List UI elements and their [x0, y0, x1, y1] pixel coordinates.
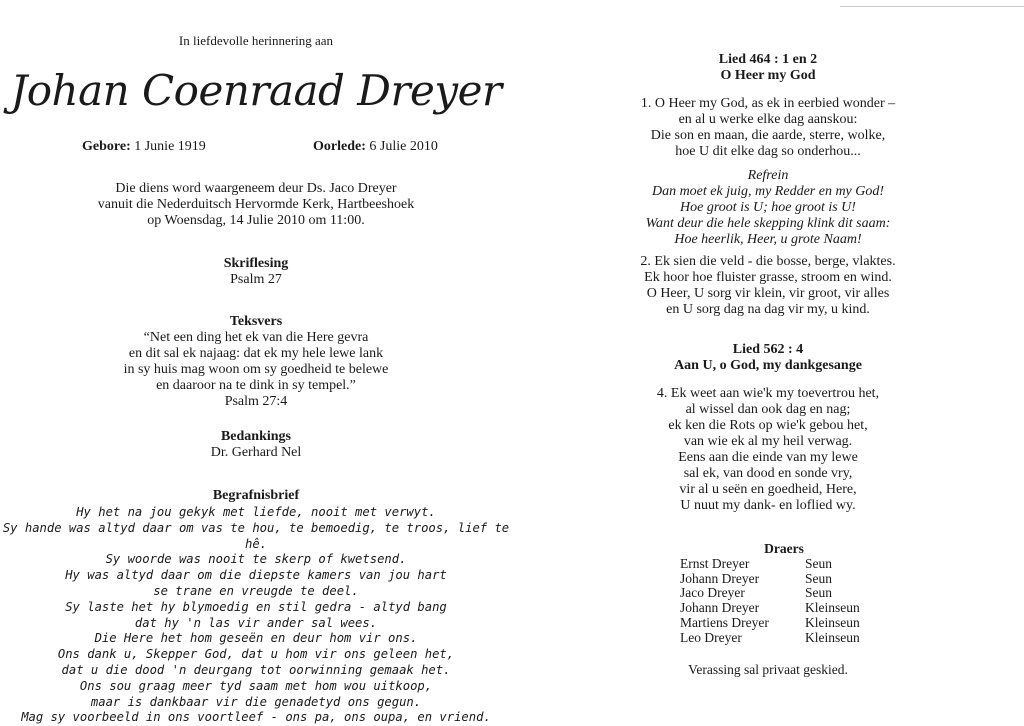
bearer-row [680, 616, 895, 631]
verse-line: al wissel dan ook dag en nag; [685, 402, 851, 417]
verse-line: 1. O Heer my God, as ek in eerbied wonder – [640, 96, 896, 111]
service-line: vanuit die Nederduitsch Hervormde Kerk, Hartbeeshoek [97, 197, 415, 212]
letter-line: Die Here het hom geseën en deur hom vir ons. [94, 631, 418, 646]
letter-line: Sy hande was altyd daar om vas te hou, te bemoedig, te troos, lief te hê. [2, 520, 510, 551]
verse-line: van wie ek al my heil verwag. [683, 434, 853, 449]
bearer-name: Johann Dreyer [680, 600, 760, 616]
birth-date [82, 139, 206, 155]
bearers-list [680, 542, 895, 646]
verse-line: vir al u seën en goedheid, Here, [679, 482, 857, 497]
hymn1-header [512, 52, 1024, 84]
verse-line: 2. Ek sien die veld - die bosse, berge, vlaktes. [640, 254, 896, 269]
text-verse-section [0, 314, 512, 410]
died-label: Oorlede: [313, 139, 366, 154]
letter-line: Mag sy voorbeeld in ons voortleef - ons pa, ons oupa, en vriend. [21, 710, 491, 725]
text-line: in sy huis mag woon om sy goedheid te belewe [123, 362, 389, 377]
born-value: 1 Junie 1919 [134, 139, 206, 154]
verse-line: Eens aan die einde van my lewe [678, 450, 858, 465]
deceased-name: Johan Coenraad Dreyer [10, 66, 502, 115]
hymn1-verse2 [512, 254, 1024, 318]
hymn2-verse [512, 386, 1024, 514]
text-line: en dit sal ek najaag: dat ek my hele lewe lank [128, 346, 384, 361]
bearer-relation: Seun [805, 570, 832, 586]
closing-note: Verassing sal privaat geskied. [688, 662, 848, 677]
bearer-row [680, 586, 895, 601]
letter-line: Sy laste het hy blymoedig en stil gedra - altyd bang [65, 599, 447, 614]
service-info [0, 181, 512, 229]
hymn1-title: Lied 464 : 1 en 2 [718, 52, 818, 67]
letter-line: Hy het na jou gekyk met liefde, nooit met verwyt. [76, 505, 436, 519]
verse-line: ek ken die Rots op wie'k gebou het, [668, 418, 868, 433]
verse-line: en al u werke elke dag aanskou: [678, 112, 858, 127]
letter-line: dat u die dood 'n deurgang tot oorwinning gemaak het. [61, 662, 451, 677]
text-heading: Teksvers [229, 314, 283, 329]
bearer-relation: Kleinseun [805, 629, 860, 645]
funeral-letter [0, 505, 512, 726]
verse-line: Die son en maan, die aarde, sterre, wolke, [650, 128, 886, 143]
bearer-relation: Kleinseun [805, 600, 860, 616]
bearer-name: Ernst Dreyer [680, 555, 750, 571]
text-reference: Psalm 27:4 [224, 394, 288, 409]
refrain-line: Hoe groot is U; hoe groot is U! [680, 200, 856, 215]
service-line: op Woensdag, 14 Julie 2010 om 11:00. [147, 213, 365, 228]
verse-line: O Heer, U sorg vir klein, vir groot, vir alles [646, 286, 890, 301]
service-line: Die diens word waargeneem deur Ds. Jaco Dreyer [115, 181, 397, 196]
hymn2-title: Lied 562 : 4 [732, 342, 804, 357]
letter-line: maar is dankbaar vir die genadetyd ons gegun. [90, 694, 422, 709]
text-line: “Net een ding het ek van die Here gevra [143, 330, 369, 345]
bearer-name: Martiens Dreyer [680, 614, 769, 630]
refrain-line: Hoe heerlik, Heer, u grote Naam! [674, 232, 862, 247]
intro-text: In liefdevolle herinnering aan [178, 33, 334, 48]
bearer-name: Johann Dreyer [680, 570, 760, 586]
reading-section [0, 256, 512, 288]
reading-heading: Skriflesing [223, 256, 289, 271]
letter-line: Sy woorde was nooit te skerp of kwetsend. [105, 552, 407, 567]
bearer-row [680, 631, 895, 646]
hymn1-subtitle: O Heer my God [720, 68, 816, 83]
bearer-relation: Kleinseun [805, 614, 860, 630]
reading-text: Psalm 27 [230, 272, 282, 287]
text-line: en daaroor na te dink in sy tempel.” [156, 378, 356, 393]
verse-line: U nuut my dank- en loflied wy. [680, 498, 856, 513]
verse-line: Ek hoor hoe fluister grasse, stroom en wind. [644, 270, 892, 285]
bearer-name: Jaco Dreyer [680, 585, 745, 601]
verse-line: 4. Ek weet aan wie'k my toevertrou het, [656, 386, 880, 401]
hymn2-subtitle: Aan U, o God, my dankgesange [674, 358, 862, 373]
letter-line: Ons dank u, Skepper God, dat u hom vir ons geleen het, [57, 647, 455, 662]
bearer-row [680, 572, 895, 587]
refrain-label: Refrein [747, 168, 789, 183]
letter-line: dat hy 'n las vir ander sal wees. [134, 615, 378, 630]
left-page [0, 0, 512, 725]
refrain [512, 168, 1024, 248]
refrain-line: Want deur die hele skepping klink dit saam: [645, 216, 891, 231]
thanks-heading: Bedankings [220, 429, 292, 444]
letter-line: Ons sou graag meer tyd saam met hom wou uitkoop, [79, 678, 433, 693]
death-date [313, 139, 438, 155]
letter-line: se trane en vreugde te deel. [153, 583, 359, 598]
thanks-text: Dr. Gerhard Nel [210, 445, 302, 460]
verse-line: sal ek, van dood en sonde vry, [683, 466, 853, 481]
bearer-relation: Seun [805, 555, 832, 571]
hymn2-header [512, 342, 1024, 374]
verse-line: en U sorg dag na dag vir my, u kind. [666, 302, 870, 317]
hymn1-verse1 [512, 96, 1024, 160]
bearer-row [680, 601, 895, 616]
bearer-relation: Seun [805, 585, 832, 601]
died-value: 6 Julie 2010 [369, 139, 438, 154]
verse-line: hoe U dit elke dag so onderhou... [675, 144, 861, 159]
bearers-heading: Draers [764, 541, 804, 556]
thanks-section [0, 429, 512, 461]
letter-heading: Begrafnisbrief [212, 488, 300, 503]
right-page [512, 0, 1024, 725]
born-label: Gebore: [82, 139, 131, 154]
letter-line: Hy was altyd daar om die diepste kamers van jou hart [65, 568, 447, 583]
bearer-name: Leo Dreyer [680, 629, 742, 645]
bearer-row [680, 557, 895, 572]
refrain-line: Dan moet ek juig, my Redder en my God! [651, 184, 885, 199]
